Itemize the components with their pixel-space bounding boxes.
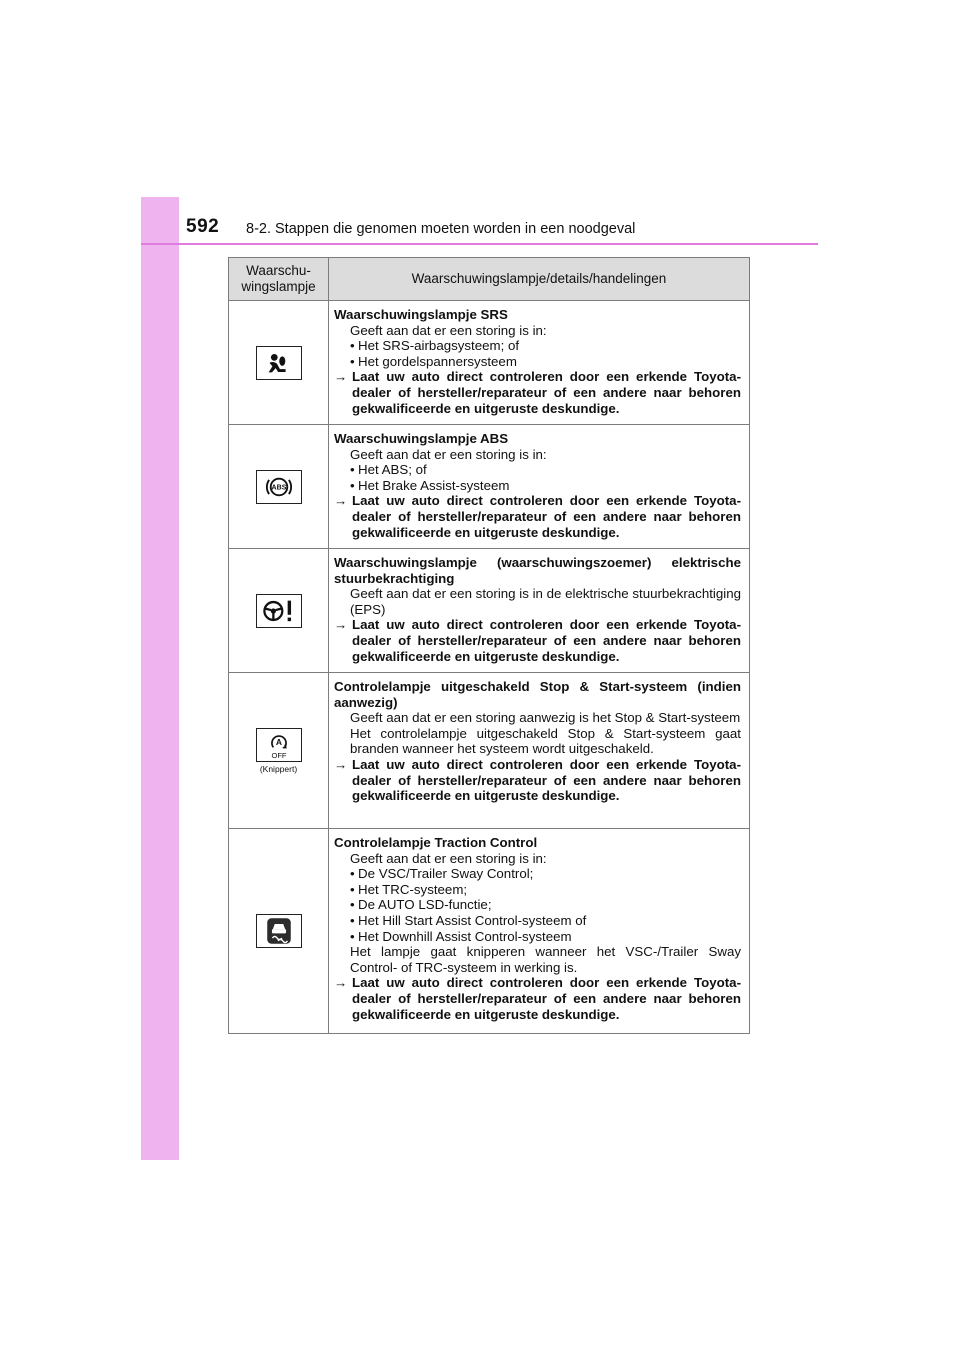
bullet-item: • Het SRS-airbagsysteem; of <box>334 338 741 354</box>
header-rule <box>141 243 818 245</box>
action-text: → Laat uw auto direct controleren door een erkende Toyota-dealer of hersteller/reparateur of een andere naar behoren gekwalificeerde en uitgeruste deskundige. <box>334 369 741 416</box>
page-number: 592 <box>186 216 220 237</box>
section-title: 8-2. Stappen die genomen moeten worden in een noodgeval <box>246 221 636 237</box>
power-steering-warning-icon <box>256 594 302 628</box>
bullet-item: • Het Hill Start Assist Control-systeem of <box>334 913 741 929</box>
lamp-description-cell <box>329 301 750 425</box>
svg-text:ABS: ABS <box>271 484 286 492</box>
table-row <box>229 425 750 549</box>
chapter-side-tab <box>141 197 179 1160</box>
bullet-item: • Het Downhill Assist Control-systeem <box>334 929 741 945</box>
action-text: → Laat uw auto direct controleren door een erkende Toyota-dealer of hersteller/reparateur of een andere naar behoren gekwalificeerde en uitgeruste deskundige. <box>334 493 741 540</box>
lamp-caption: (Knippert) <box>259 763 298 774</box>
lamp-title: Controlelampje uitgeschakeld Stop & Start-systeem (indien aanwezig) <box>334 679 741 710</box>
column-header-lamp-text: Waarschu- wingslampje <box>241 263 316 294</box>
warning-lamp-cell <box>229 301 329 425</box>
lamp-description-cell <box>329 425 750 549</box>
description-text: Geeft aan dat er een storing is in: <box>350 850 547 866</box>
action-text: → Laat uw auto direct controleren door een erkende Toyota-dealer of hersteller/reparateur of een andere naar behoren gekwalificeerde en uitgeruste deskundige. <box>334 617 741 664</box>
srs-airbag-icon <box>256 346 302 380</box>
table-row <box>229 673 750 829</box>
bullet-item: • Het Brake Assist-systeem <box>334 478 741 494</box>
table-header-row <box>229 258 750 301</box>
stop-start-off-icon <box>256 728 302 762</box>
table-row <box>229 829 750 1034</box>
lamp-description-cell <box>329 829 750 1034</box>
warning-lamp-cell <box>229 829 329 1034</box>
lamp-title: Waarschuwingslampje (waarschuwingszoemer) elektrische stuurbekrachtiging <box>334 555 741 586</box>
description-text: Geeft aan dat er een storing is in: <box>350 322 547 338</box>
bullet-item: • De AUTO LSD-functie; <box>334 897 741 913</box>
bullet-item: • Het ABS; of <box>334 462 741 478</box>
traction-control-icon <box>256 914 302 948</box>
warning-lamp-cell <box>229 425 329 549</box>
warning-light-table <box>228 257 750 1034</box>
lamp-title: Waarschuwingslampje SRS <box>334 307 508 322</box>
lamp-title: Waarschuwingslampje ABS <box>334 431 509 446</box>
column-header-details: Waarschuwingslampje/details/handelingen <box>329 258 750 301</box>
table-row <box>229 549 750 673</box>
lamp-description-cell <box>329 673 750 829</box>
description-text: Geeft aan dat er een storing is in de elektrische stuurbekrachtiging (EPS) <box>350 586 742 617</box>
bullet-item: • De VSC/Trailer Sway Control; <box>334 866 741 882</box>
description-text: Geeft aan dat er een storing aanwezig is het Stop & Start-systeem <box>350 710 741 726</box>
description-text: Het controlelampje uitgeschakeld Stop & Start-systeem gaat branden wanneer het systeem wordt uitgeschakeld. <box>350 725 741 757</box>
action-text: → Laat uw auto direct controleren door een erkende Toyota-dealer of hersteller/reparateur of een andere naar behoren gekwalificeerde en uitgeruste deskundige. <box>334 757 741 804</box>
lamp-description-cell <box>329 549 750 673</box>
warning-lamp-cell <box>229 673 329 829</box>
table-row <box>229 301 750 425</box>
description-text: Geeft aan dat er een storing is in: <box>350 446 547 462</box>
warning-lamp-cell <box>229 549 329 673</box>
bullet-item: • Het gordelspannersysteem <box>334 354 741 370</box>
description-text: Het lampje gaat knipperen wanneer het VSC-/Trailer Sway Control- of TRC-systeem in werking is. <box>350 944 741 975</box>
action-text: → Laat uw auto direct controleren door een erkende Toyota-dealer of hersteller/reparateur of een andere naar behoren gekwalificeerde en uitgeruste deskundige. <box>334 975 741 1022</box>
lamp-title: Controlelampje Traction Control <box>334 835 538 850</box>
svg-text:A: A <box>275 736 282 747</box>
abs-icon <box>256 470 302 504</box>
bullet-item: • Het TRC-systeem; <box>334 882 741 898</box>
column-header-lamp <box>229 258 329 301</box>
stop-start-off-icon-label: OFF <box>270 750 287 760</box>
